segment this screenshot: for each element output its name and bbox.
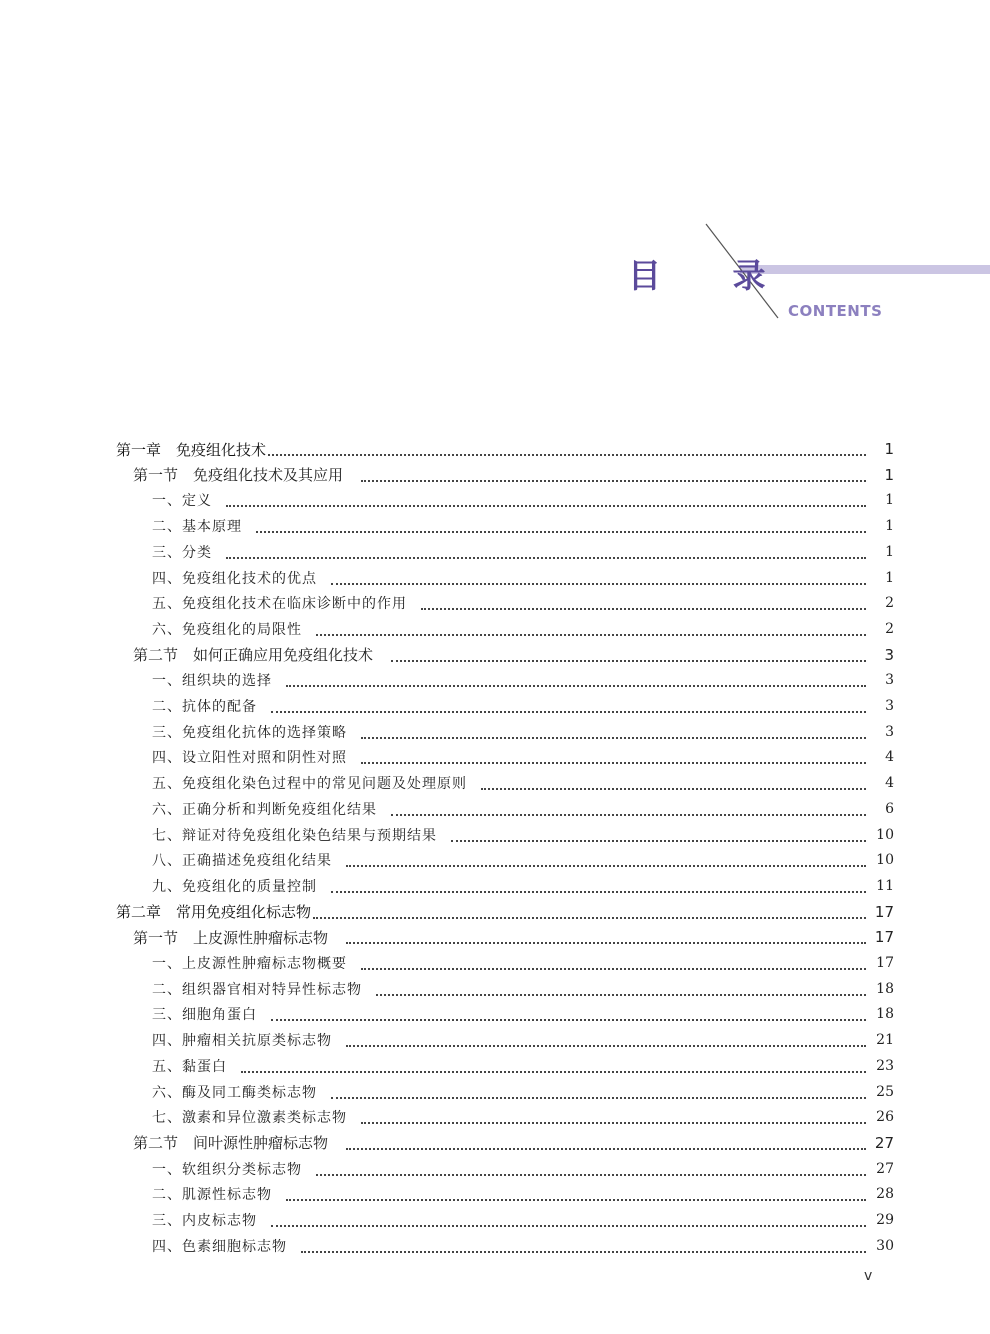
toc-entry-page: 17: [876, 955, 894, 971]
toc-leader-dots: [361, 737, 866, 739]
toc-entry-label: 九、免疫组化的质量控制: [152, 878, 317, 895]
toc-entry-item[interactable]: [0, 771, 990, 795]
toc-entry-label: 三、免疫组化抗体的选择策略: [152, 724, 347, 741]
toc-entry-page: 30: [876, 1237, 894, 1254]
toc-leader-dots: [301, 1251, 866, 1253]
toc-entry-label: 一、上皮源性肿瘤标志物概要: [152, 956, 347, 972]
toc-entry-page: 25: [876, 1083, 894, 1100]
toc-leader-dots: [391, 814, 866, 816]
toc-entry-chapter[interactable]: [0, 437, 990, 461]
toc-entry-item[interactable]: [0, 540, 990, 564]
toc-leader-dots: [268, 454, 866, 456]
toc-entry-page: 3: [885, 672, 894, 689]
toc-entry-page: 18: [876, 980, 894, 997]
toc-leader-dots: [361, 480, 866, 482]
toc-leader-dots: [346, 942, 866, 944]
toc-entry-item[interactable]: [0, 1105, 990, 1129]
toc-entry-item[interactable]: [0, 874, 990, 898]
toc-entry-label: 第一节 上皮源性肿瘤标志物: [133, 928, 329, 947]
toc-leader-dots: [271, 711, 866, 713]
toc-entry-label: 一、软组织分类标志物: [152, 1161, 302, 1178]
toc-leader-dots: [361, 762, 866, 764]
toc-entry-page: 1: [884, 440, 894, 458]
toc-entry-label: 二、肌源性标志物: [152, 1187, 272, 1204]
toc-leader-dots: [346, 865, 866, 867]
toc-entry-page: 10: [876, 826, 894, 843]
toc-entry-label: 六、正确分析和判断免疫组化结果: [152, 801, 377, 818]
toc-leader-dots: [271, 1019, 866, 1021]
toc-entry-item[interactable]: [0, 1157, 990, 1181]
toc-entry-label: 七、辩证对待免疫组化染色结果与预期结果: [152, 827, 437, 844]
toc-entry-label: 五、免疫组化染色过程中的常见问题及处理原则: [152, 776, 467, 793]
toc-leader-dots: [313, 917, 866, 919]
toc-leader-dots: [286, 1199, 866, 1201]
toc-entry-label: 二、组织器官相对特异性标志物: [152, 981, 362, 998]
toc-entry-label: 六、免疫组化的局限性: [152, 621, 302, 638]
toc-entry-label: 二、抗体的配备: [152, 699, 257, 715]
toc-leader-dots: [226, 505, 866, 507]
toc-entry-page: 2: [885, 620, 894, 637]
toc-entry-item[interactable]: [0, 617, 990, 641]
toc-entry-page: 4: [885, 775, 894, 792]
toc-entry-label: 第一章 免疫组化技术: [116, 440, 267, 459]
toc-entry-page: 18: [876, 1006, 894, 1023]
toc-leader-dots: [421, 608, 866, 610]
toc-leader-dots: [346, 1045, 866, 1047]
toc-entry-label: 三、细胞角蛋白: [152, 1007, 257, 1024]
toc-entry-label: 一、定义: [152, 493, 212, 510]
toc-entry-page: 23: [876, 1057, 894, 1074]
toc-header: [0, 0, 990, 340]
toc-leader-dots: [376, 994, 866, 996]
toc-entry-section[interactable]: [0, 925, 990, 949]
toc-entry-label: 八、正确描述免疫组化结果: [152, 853, 332, 870]
toc-leader-dots: [226, 557, 866, 559]
toc-entry-item[interactable]: [0, 1054, 990, 1078]
toc-entry-page: 4: [885, 749, 894, 766]
toc-leader-dots: [241, 1071, 866, 1073]
toc-entry-label: 第二节 如何正确应用免疫组化技术: [133, 646, 374, 665]
toc-leader-dots: [331, 891, 866, 893]
toc-entry-label: 六、酶及同工酶类标志物: [152, 1084, 317, 1101]
toc-entry-page: 17: [874, 928, 894, 947]
toc-leader-dots: [331, 1097, 866, 1099]
toc-entry-page: 29: [876, 1212, 894, 1228]
toc-entry-page: 6: [885, 800, 894, 817]
toc-entry-item[interactable]: [0, 1182, 990, 1206]
toc-entry-page: 21: [876, 1032, 894, 1049]
toc-entry-label: 四、色素细胞标志物: [152, 1238, 287, 1255]
toc-entry-page: 10: [876, 852, 894, 869]
toc-entry-item[interactable]: [0, 591, 990, 615]
toc-entry-label: 四、免疫组化技术的优点: [152, 570, 317, 587]
toc-entry-section[interactable]: [0, 1131, 990, 1155]
toc-entry-page: 1: [885, 518, 894, 535]
toc-leader-dots: [286, 685, 866, 687]
toc-entry-chapter[interactable]: [0, 900, 990, 924]
toc-entry-item[interactable]: [0, 1208, 990, 1232]
toc-leader-dots: [316, 1174, 866, 1176]
toc-leader-dots: [391, 660, 866, 662]
toc-entry-page: 3: [884, 645, 894, 664]
toc-entry-label: 四、肿瘤相关抗原类标志物: [152, 1033, 332, 1050]
toc-entry-page: 26: [876, 1109, 894, 1126]
toc-entry-page: 1: [885, 492, 894, 509]
toc-entry-item[interactable]: [0, 1080, 990, 1104]
toc-entry-item[interactable]: [0, 823, 990, 847]
toc-entry-item[interactable]: [0, 977, 990, 1001]
toc-leader-dots: [361, 1122, 866, 1124]
toc-entry-item[interactable]: [0, 720, 990, 744]
toc-entry-item[interactable]: [0, 848, 990, 872]
toc-leader-dots: [451, 840, 866, 842]
toc-entry-page: 27: [874, 1133, 894, 1152]
toc-entry-page: 17: [874, 902, 894, 921]
toc-entry-item[interactable]: [0, 668, 990, 692]
toc-leader-dots: [331, 583, 866, 585]
toc-entry-label: 五、黏蛋白: [152, 1058, 227, 1075]
toc-entry-section[interactable]: [0, 463, 990, 487]
toc-entry-item[interactable]: [0, 951, 990, 975]
toc-leader-dots: [481, 788, 866, 790]
toc-entry-page: 3: [885, 698, 894, 714]
toc-entry-page: 2: [885, 595, 894, 612]
toc-leader-dots: [271, 1225, 866, 1227]
toc-entry-item[interactable]: [0, 514, 990, 538]
toc-entry-label: 第二章 常用免疫组化标志物: [116, 903, 312, 922]
toc-entry-label: 五、免疫组化技术在临床诊断中的作用: [152, 596, 407, 613]
toc-entry-page: 3: [885, 723, 894, 740]
toc-entry-label: 第二节 间叶源性肿瘤标志物: [133, 1134, 329, 1153]
toc-entry-label: 三、内皮标志物: [152, 1213, 257, 1229]
page-title: 目 录: [628, 256, 796, 295]
toc-entry-item[interactable]: [0, 1002, 990, 1026]
page-subtitle: CONTENTS: [788, 302, 883, 320]
toc-entry-label: 七、激素和异位激素类标志物: [152, 1110, 347, 1127]
toc-entry-page: 28: [876, 1186, 894, 1203]
toc-entry-page: 1: [885, 569, 894, 586]
page-number: v: [864, 1268, 873, 1284]
toc-leader-dots: [316, 634, 866, 636]
toc-entry-label: 第一节 免疫组化技术及其应用: [133, 466, 344, 485]
toc-entry-label: 二、基本原理: [152, 519, 242, 536]
toc-leader-dots: [361, 968, 866, 970]
toc-entry-section[interactable]: [0, 643, 990, 667]
toc-entry-item[interactable]: [0, 566, 990, 590]
toc-leader-dots: [346, 1148, 866, 1150]
toc-entry-page: 11: [876, 877, 894, 894]
toc-entry-page: 1: [885, 543, 894, 560]
toc-entry-page: 27: [876, 1160, 894, 1177]
toc-entry-item[interactable]: [0, 1234, 990, 1258]
toc-entry-item[interactable]: [0, 745, 990, 769]
toc-entry-label: 四、设立阳性对照和阴性对照: [152, 750, 347, 767]
toc-entry-page: 1: [884, 465, 894, 484]
toc-entry-item[interactable]: [0, 694, 990, 718]
toc-entry-label: 一、组织块的选择: [152, 673, 272, 690]
toc-leader-dots: [256, 531, 866, 533]
toc-entry-item[interactable]: [0, 488, 990, 512]
toc-entry-item[interactable]: [0, 797, 990, 821]
toc-entry-item[interactable]: [0, 1028, 990, 1052]
toc-entry-label: 三、分类: [152, 544, 212, 561]
